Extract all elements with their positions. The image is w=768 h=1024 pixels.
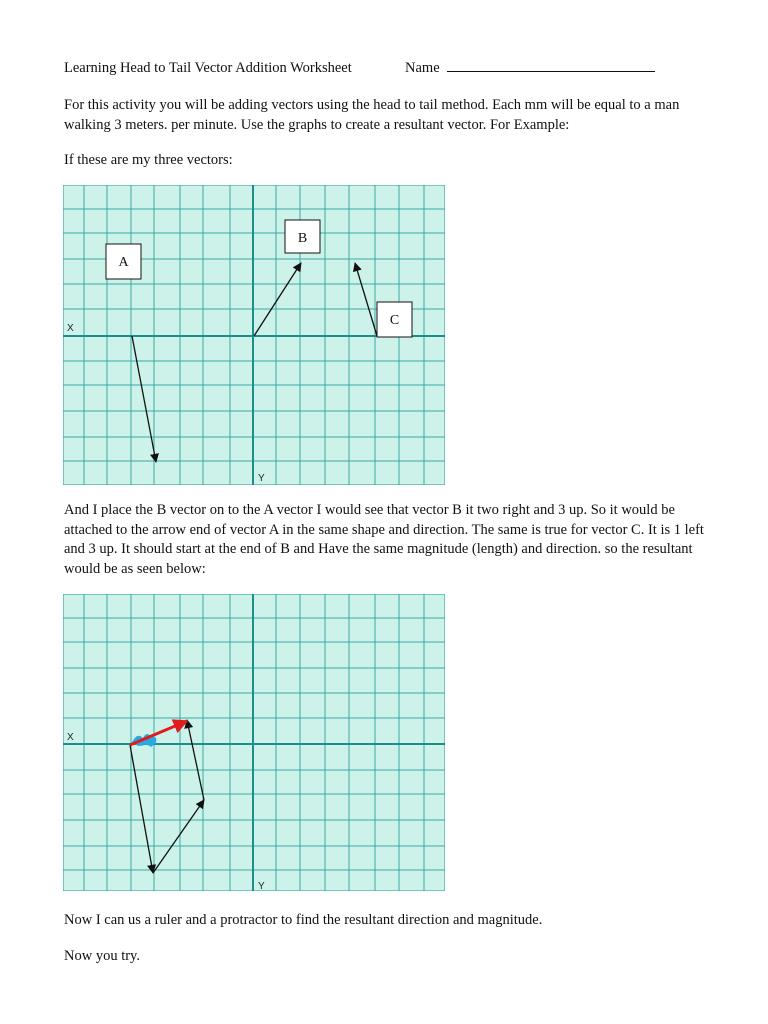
- try-label: Now you try.: [64, 948, 140, 964]
- label-a: A: [118, 255, 129, 270]
- label-box-a: [106, 244, 141, 279]
- name-blank-line[interactable]: [447, 58, 655, 72]
- vectors-graph: [63, 185, 445, 485]
- intro-paragraph: For this activity you will be adding vectors using the head to tail method. Each mm will be equal to a man walking 3 meters. per minute. Use the graphs to create a resultant vector. For Example:: [64, 97, 680, 133]
- explanation-paragraph: And I place the B vector on to the A vector I would see that vector B it two right and 3 up. So it would be attached to the arrow end of vector A in the same shape and direction. The same is true for vector C. It is 1 left and 3 up. It should start at the end of B and Have the same magnitude (length) and direction. so the resultant would be as seen below:: [64, 502, 704, 577]
- label-box-c: [377, 302, 412, 337]
- example-label: If these are my three vectors:: [64, 152, 233, 168]
- conclusion-text: Now I can us a ruler and a protractor to find the resultant direction and magnitude.: [64, 912, 543, 928]
- name-label: Name: [405, 60, 440, 76]
- y-axis-label: Y: [258, 473, 265, 484]
- worksheet-header: [64, 58, 655, 77]
- x-axis-label: X: [67, 732, 74, 743]
- label-b: B: [297, 231, 308, 246]
- y-axis-label: Y: [258, 881, 265, 891]
- x-axis-label: X: [67, 323, 74, 334]
- worksheet-title: Learning Head to Tail Vector Addition Worksheet: [64, 60, 352, 76]
- label-box-b: [285, 220, 320, 253]
- resultant-graph: [63, 594, 445, 891]
- label-c: C: [389, 313, 400, 328]
